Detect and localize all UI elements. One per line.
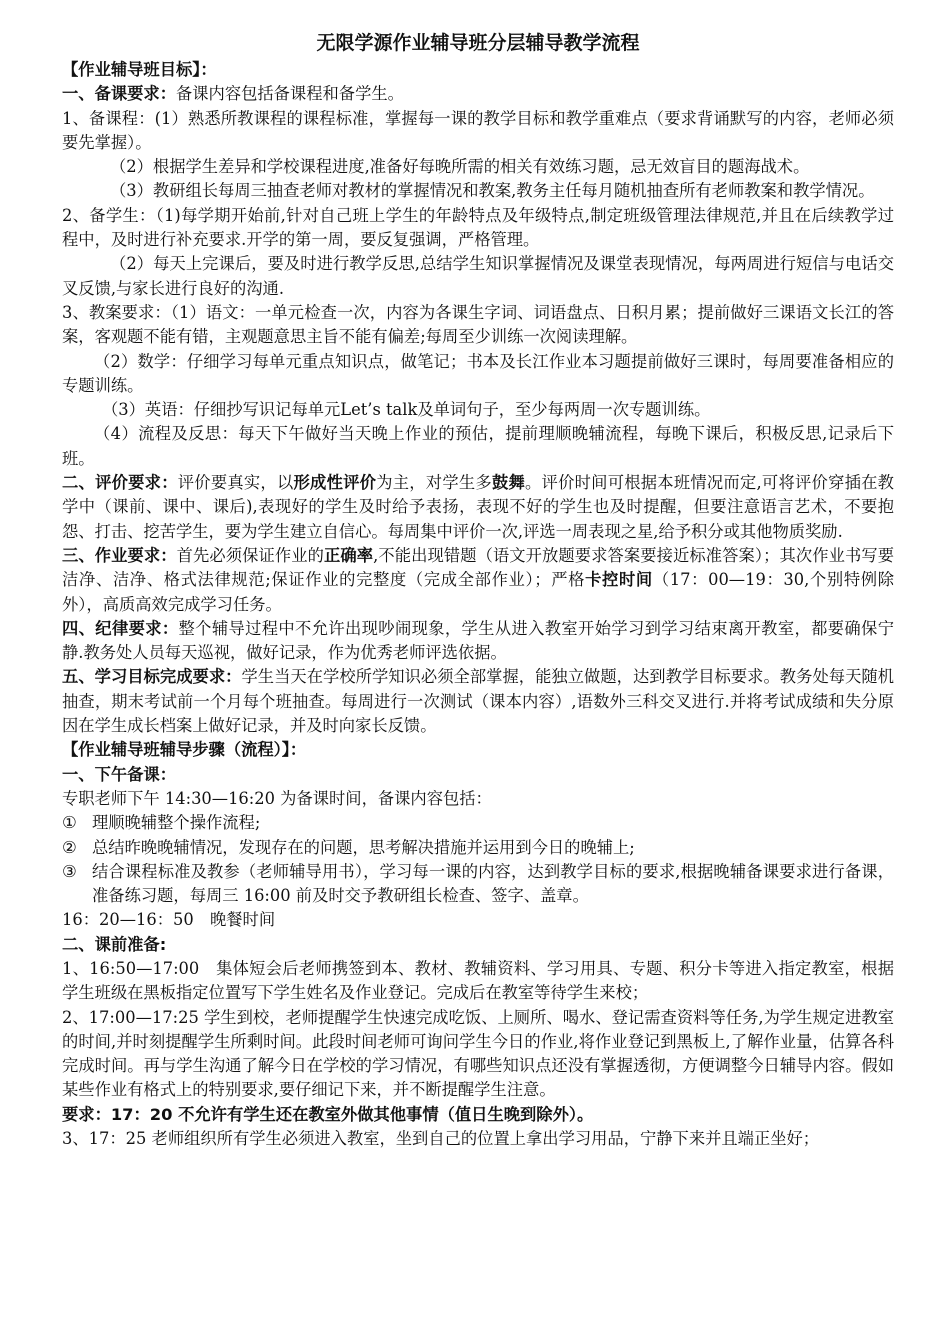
section-3-label: 三、作业要求： <box>62 545 177 565</box>
section-2-label: 二、评价要求： <box>62 473 178 493</box>
section-5-text: 学生当天在学校所学知识必须全部掌握，能独立做题，达到教学目标要求。教务处每天随机抽查，期末考试前一个月每个班抽查。每周进行一次测试（课本内容）,语数外三科交叉进行.并将考试成绩和失分原因在学生成长档案上做好记录，并及时向家长反馈。 <box>62 667 894 736</box>
section-1-label: 一、备课要求： <box>62 84 176 104</box>
section-4-text: 整个辅导过程中不允许出现吵闹现象，学生从进入教室开始学习到学习结束离开教室，都要确保宁静.教务处人员每天巡视，做好记录，作为优秀老师评选依据。 <box>62 618 894 663</box>
course-prep-1 <box>62 107 894 156</box>
lesson-plan-1: 3、教案要求：（1）语文：一单元检查一次，内容为各课生字词、词语盘点、日积月累；提前做好三课语文长江的答案，客观题不能有错，主观题意思主旨不能有偏差;每周至少训练一次阅读理解。 <box>62 302 894 347</box>
section-3-emphasis-b: 卡控时间 <box>585 570 653 590</box>
section-1-text: 备课内容包括备课程和备学生。 <box>175 84 404 104</box>
section-5-label: 五、学习目标完成要求： <box>62 667 242 687</box>
list-item-number: ② <box>62 837 77 857</box>
section-2-text-c: 。评价时间可根据本班情况而定,可将评价穿插在教学中（课前、课中、课后),表现好的学生及时给予表扬，表现不好的学生也及时提醒，但要注意语言艺术，不要抱怨、打击、挖苦学生，要为学生建立自信心。每周集中评价一次,评选一周表现之星,给予积分或其他物质奖励. <box>62 473 894 541</box>
course-prep-label: 1、备课程： <box>62 108 155 128</box>
step-2-heading: 二、课前准备: <box>62 934 167 954</box>
section-2-emphasis-a: 形成性评价 <box>293 473 377 493</box>
section-2-text-a: 评价要真实，以 <box>177 473 294 493</box>
course-prep-3: （3）教研组长每周三抽查老师对教材的掌握情况和教案,教务主任每月随机抽查所有老师教案和教学情况。 <box>110 181 875 201</box>
student-prep-1: 2、备学生：（1)每学期开始前,针对自己班上学生的年龄特点及年级特点,制定班级管理法律规范,并且在后续教学过程中，及时进行补充要求.开学的第一周，要反复强调，严格管理。 <box>62 205 894 250</box>
steps-heading: 【作业辅导班辅导步骤（流程）】： <box>62 740 307 760</box>
section-5-goals <box>62 665 894 738</box>
section-3-text-b: ,不能出现错题（语文开放题要求答案要接近标准答案）；其次作业书写要洁净、洁净、格式法律规范;保证作业的完整度（完成全部作业）；严格 <box>62 545 894 590</box>
list-item-number: ③ <box>62 861 77 881</box>
student-prep-2: （2）每天上完课后，要及时进行教学反思,总结学生知识掌握情况及课堂表现情况，每两周进行短信与电话交叉反馈,与家长进行良好的沟通. <box>62 254 894 298</box>
lesson-plan-3: （3）英语：仔细抄写识记每单元Let’s talk及单词句子，至少每两周一次专题训练。 <box>102 400 711 420</box>
section-2-evaluation <box>62 471 894 544</box>
dinner-time: 16：20—16：50 晚餐时间 <box>62 910 276 930</box>
section-2-emphasis-b: 鼓舞 <box>491 473 526 493</box>
section-4-discipline <box>62 617 894 666</box>
list-item <box>62 811 894 835</box>
step-1-heading: 一、下午备课： <box>62 764 176 784</box>
arrival-requirement: 要求：17：20 不允许有学生还在教室外做其他事情（值日生晚到除外）。 <box>62 1104 594 1124</box>
list-item <box>62 836 894 860</box>
section-3-emphasis-a: 正确率 <box>323 545 374 565</box>
prep-step-2: 2、17:00—17:25 学生到校，老师提醒学生快速完成吃饭、上厕所、喝水、登记需查资料等任务,为学生规定进教室的时间,并时刻提醒学生所剩时间。此段时间老师可询问学生今日的作业,将作业登记到黑板上,了解作业量，估算各科完成时间。再与学生沟通了解今日在学校的学习情况，有哪些知识点还没有掌握透彻，方便调整今日辅导内容。假如某些作业有格式上的特别要求,要仔细记下来，并不断提醒学生注意。 <box>62 1007 894 1100</box>
lesson-plan-4: （4）流程及反思：每天下午做好当天晚上作业的预估，提前理顺晚辅流程，每晚下课后，积极反思,记录后下班。 <box>62 424 894 468</box>
section-4-label: 四、纪律要求： <box>62 618 179 638</box>
section-2-text-b: 为主，对学生多 <box>376 473 492 493</box>
section-3-homework <box>62 544 894 617</box>
section-3-text-c: （17：00—19：30,个别特例除外），高质高效完成学习任务。 <box>62 570 894 614</box>
list-item-text: 理顺晚辅整个操作流程; <box>92 813 261 833</box>
list-item-text: 结合课程标准及教参（老师辅导用书），学习每一课的内容，达到教学目标的要求,根据晚辅备课要求进行备课，准备练习题，每周三 16:00 前及时交予教研组长检查、签字、盖章。 <box>92 861 894 906</box>
section-1-lesson-prep <box>62 82 894 106</box>
course-prep-1-text: (1）熟悉所教课程的课程标准，掌握每一课的教学目标和教学重难点（要求背诵默写的内容，老师必须要先掌握）。 <box>62 108 894 152</box>
list-item-number: ① <box>62 813 77 833</box>
goals-heading: 【作业辅导班目标】： <box>62 60 217 79</box>
list-item <box>62 860 894 909</box>
prep-step-1: 1、16:50—17:00 集体短会后老师携签到本、教材、教辅资料、学习用具、专题、积分卡等进入指定教室，根据学生班级在黑板指定位置写下学生姓名及作业登记。完成后在教室等待学生来校； <box>62 958 894 1003</box>
list-item-text: 总结昨晚晚辅情况，发现存在的问题，思考解决措施并运用到今日的晚辅上; <box>92 837 635 857</box>
page-title: 无限学源作业辅导班分层辅导教学流程 <box>316 32 640 54</box>
step-1-intro: 专职老师下午 14:30—16:20 为备课时间，备课内容包括： <box>62 788 492 808</box>
course-prep-2: （2）根据学生差异和学校课程进度,准备好每晚所需的相关有效练习题，忌无效盲目的题海战术。 <box>110 157 810 177</box>
lesson-plan-2: （2）数学：仔细学习每单元重点知识点，做笔记；书本及长江作业本习题提前做好三课时，每周要准备相应的专题训练。 <box>62 351 894 395</box>
prep-step-3: 3、17：25 老师组织所有学生必须进入教室，坐到自己的位置上拿出学习用品，宁静下来并且端正坐好； <box>62 1129 820 1149</box>
section-3-text-a: 首先必须保证作业的 <box>176 545 324 565</box>
